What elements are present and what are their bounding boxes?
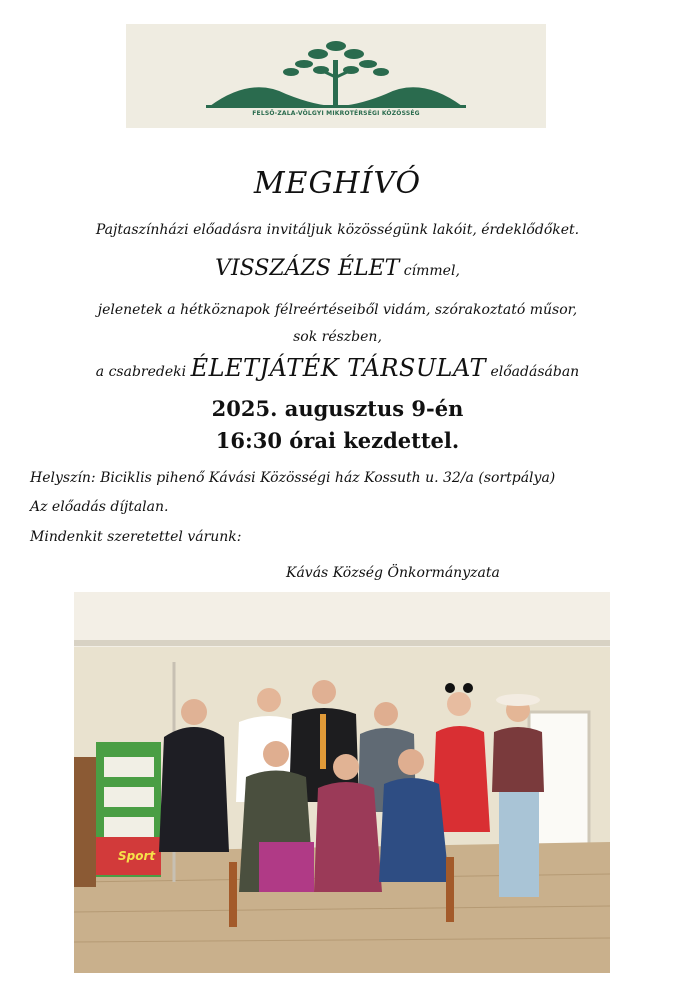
event-venue: Helyszín: Biciklis pihenő Kávási Közösségi ház Kossuth u. 32/a (sortpálya) bbox=[30, 470, 556, 486]
welcome-text: Mindenkit szeretettel várunk: bbox=[30, 529, 242, 545]
troupe-suffix: előadásában bbox=[486, 364, 580, 380]
show-title-suffix: címmel, bbox=[399, 263, 460, 279]
description-line-1: jelenetek a hétköznapok félreértéseiből vidám, szórakoztató műsor, bbox=[97, 302, 578, 318]
troupe-prefix: a csabredeki bbox=[95, 364, 191, 380]
free-entry-note: Az előadás díjtalan. bbox=[30, 499, 169, 515]
event-date: 2025. augusztus 9-én bbox=[211, 396, 464, 421]
community-logo bbox=[126, 24, 546, 128]
signature: Kávás Község Önkormányzata bbox=[286, 565, 500, 581]
invitation-title: MEGHÍVÓ bbox=[253, 166, 422, 201]
group-photo-illustration bbox=[74, 592, 610, 973]
show-title-line bbox=[0, 256, 675, 281]
troupe-group-photo bbox=[74, 592, 610, 973]
intro-text: Pajtaszínházi előadásra invitáljuk közösségünk lakóit, érdeklődőket. bbox=[95, 222, 580, 238]
sport-sign-text: Sport bbox=[118, 849, 156, 863]
troupe-line bbox=[0, 354, 675, 382]
description-line-2: sok részben, bbox=[293, 329, 382, 345]
logo-caption: FELSŐ-ZALA-VÖLGYI MIKROTÉRSÉGI KÖZÖSSÉG bbox=[252, 110, 420, 117]
show-title: VISSZÁZS ÉLET bbox=[215, 256, 400, 281]
troupe-name: ÉLETJÁTÉK TÁRSULAT bbox=[190, 354, 487, 382]
event-time: 16:30 órai kezdettel. bbox=[215, 428, 460, 453]
